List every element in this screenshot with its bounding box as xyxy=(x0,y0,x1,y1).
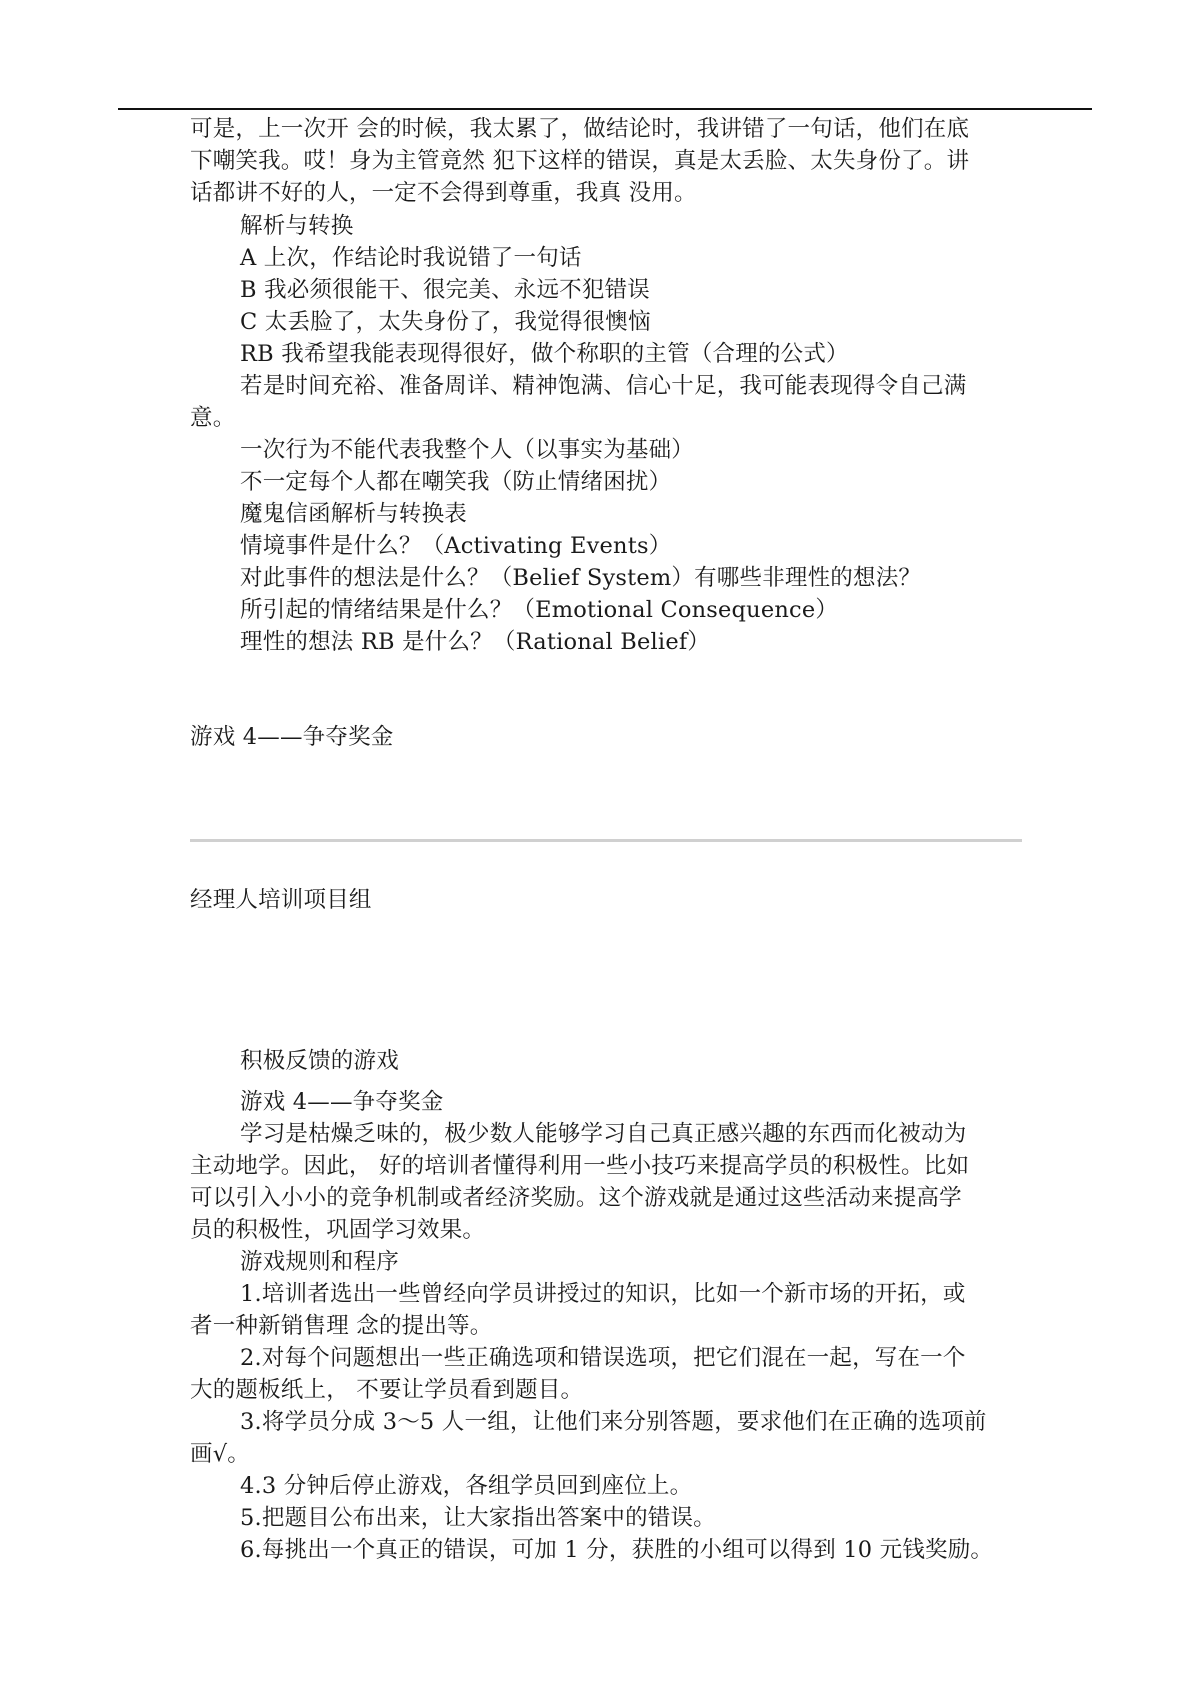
step-line: 4.3 分钟后停止游戏，各组学员回到座位上。 xyxy=(240,1473,693,1499)
game-subheading: 游戏 4——争夺奖金 xyxy=(240,1089,444,1115)
analysis-item-a: A 上次，作结论时我说错了一句话 xyxy=(240,245,582,271)
analysis-item-c: C 太丢脸了，太失身份了，我觉得很懊恼 xyxy=(240,309,651,335)
step-line: 6.每挑出一个真正的错误，可加 1 分，获胜的小组可以得到 10 元钱奖励。 xyxy=(240,1537,994,1563)
question-line: 情境事件是什么？（Activating Events） xyxy=(240,533,672,559)
analysis-item-rb: RB 我希望我能表现得很好，做个称职的主管（合理的公式） xyxy=(240,341,849,367)
step-line: 2.对每个问题想出一些正确选项和错误选项，把它们混在一起，写在一个 xyxy=(240,1345,966,1371)
question-line: 所引起的情绪结果是什么？（Emotional Consequence） xyxy=(240,597,839,623)
table-title: 魔鬼信函解析与转换表 xyxy=(240,501,468,527)
analysis-heading: 解析与转换 xyxy=(240,213,354,239)
paragraph-line: 话都讲不好的人，一定不会得到尊重，我真 没用。 xyxy=(190,180,697,206)
intro-line: 可以引入小小的竞争机制或者经济奖励。这个游戏就是通过这些活动来提高学 xyxy=(190,1185,962,1211)
analysis-line: 一次行为不能代表我整个人（以事实为基础） xyxy=(240,437,695,463)
step-line: 3.将学员分成 3～5 人一组，让他们来分别答题，要求他们在正确的选项前 xyxy=(240,1409,987,1435)
section-title: 游戏 4——争夺奖金 xyxy=(190,724,394,750)
analysis-line: 不一定每个人都在嘲笑我（防止情绪困扰） xyxy=(240,469,672,495)
paragraph-line: 可是，上一次开 会的时候，我太累了，做结论时，我讲错了一句话，他们在底 xyxy=(190,116,970,142)
step-line: 1.培训者选出一些曾经向学员讲授过的知识，比如一个新市场的开拓，或 xyxy=(240,1281,966,1307)
section-divider xyxy=(190,839,1022,842)
analysis-line-wrap: 意。 xyxy=(190,405,236,431)
intro-line: 学习是枯燥乏味的，极少数人能够学习自己真正感兴趣的东西而化被动为 xyxy=(240,1121,967,1147)
paragraph-line: 下嘲笑我。哎！身为主管竟然 犯下这样的错误，真是太丢脸、太失身份了。讲 xyxy=(190,148,970,174)
analysis-item-b: B 我必须很能干、很完美、永远不犯错误 xyxy=(240,277,650,303)
game-heading: 积极反馈的游戏 xyxy=(240,1048,399,1074)
step-line: 者一种新销售理 念的提出等。 xyxy=(190,1313,493,1339)
rules-title: 游戏规则和程序 xyxy=(240,1249,399,1275)
analysis-line: 若是时间充裕、准备周详、精神饱满、信心十足，我可能表现得令自己满 xyxy=(240,373,967,399)
question-line: 对此事件的想法是什么？（Belief System）有哪些非理性的想法？ xyxy=(240,565,922,591)
question-line: 理性的想法 RB 是什么？（Rational Belief） xyxy=(240,629,711,655)
step-line: 5.把题目公布出来，让大家指出答案中的错误。 xyxy=(240,1505,716,1531)
step-line: 画√。 xyxy=(190,1441,250,1467)
intro-line: 员的积极性，巩固学习效果。 xyxy=(190,1217,486,1243)
group-name: 经理人培训项目组 xyxy=(190,887,372,913)
intro-line: 主动地学。因此， 好的培训者懂得利用一些小技巧来提高学员的积极性。比如 xyxy=(190,1153,970,1179)
header-rule xyxy=(118,108,1092,110)
step-line: 大的题板纸上， 不要让学员看到题目。 xyxy=(190,1377,584,1403)
